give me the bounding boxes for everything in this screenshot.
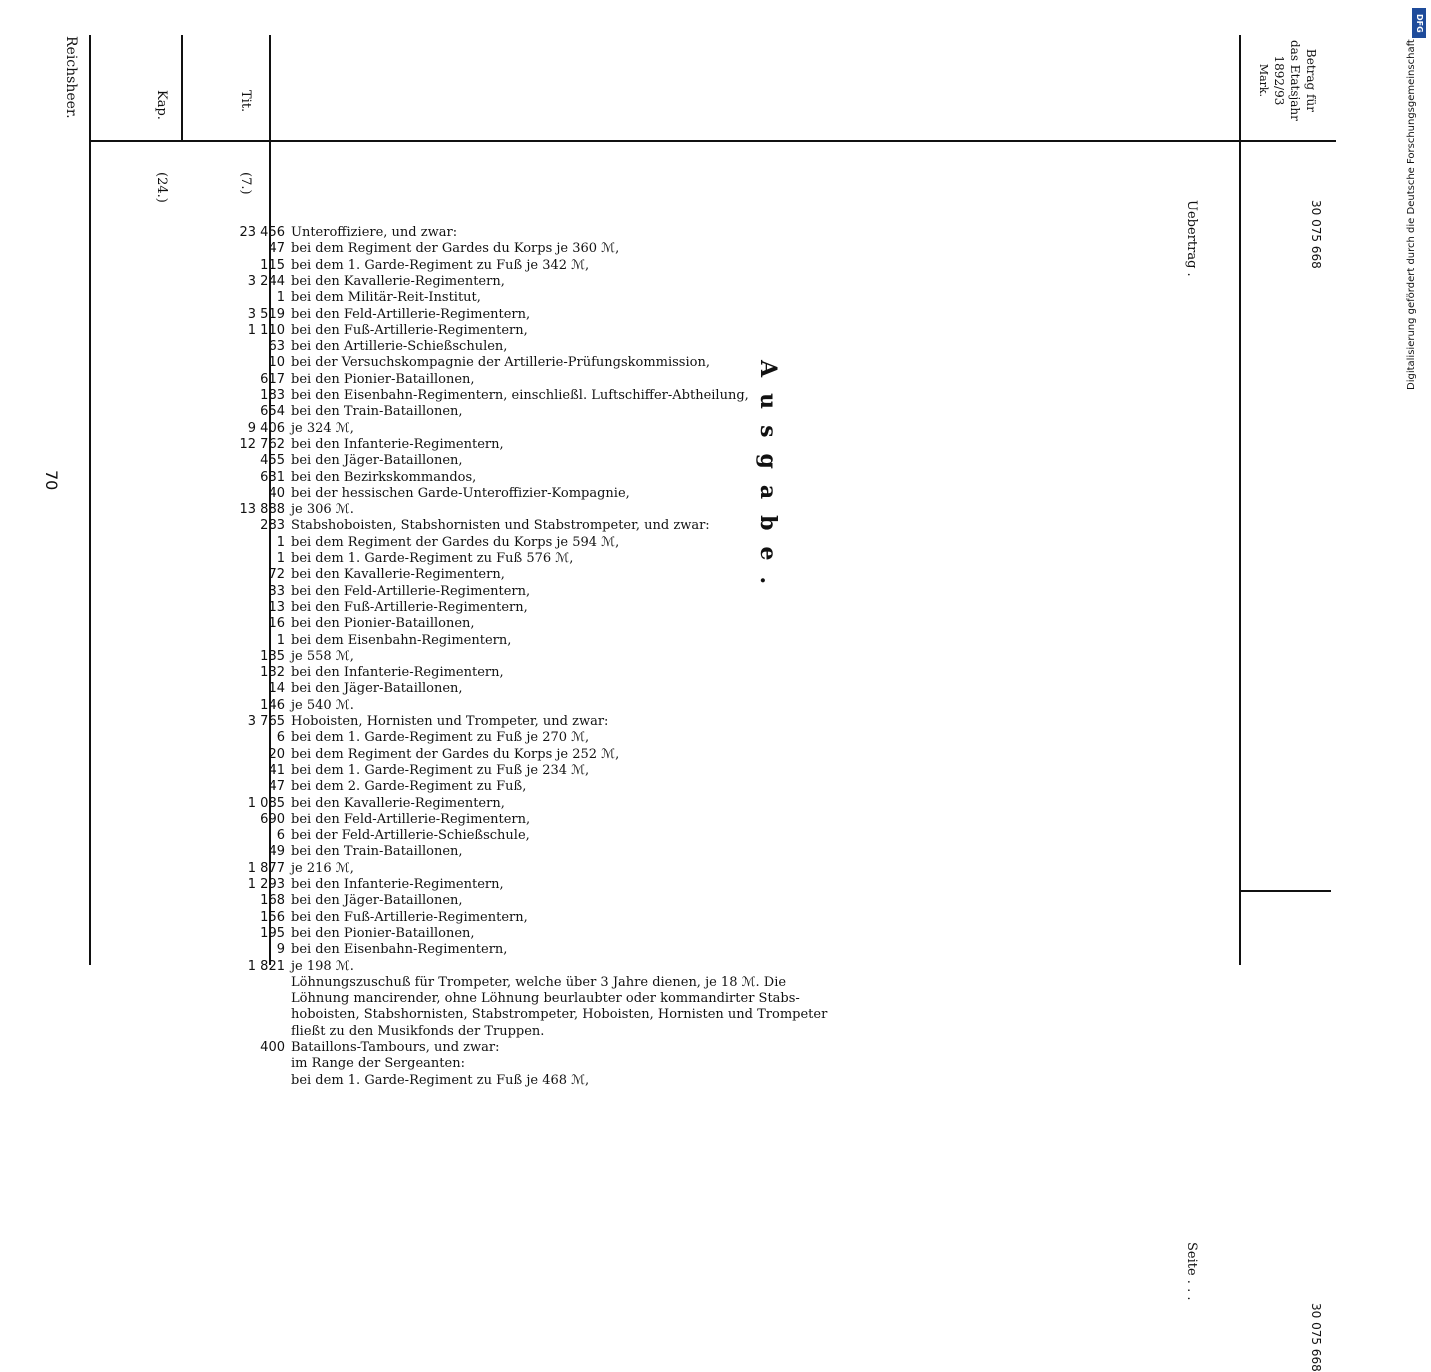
amount-header-line: das Etatsjahr (1288, 40, 1302, 121)
entry-line (233, 470, 476, 485)
entry-line (233, 307, 530, 322)
entry-count: 135 (260, 648, 285, 664)
digitization-note: Digitalisierung gefördert durch die Deutsche Forschungsgemeinschaft (1406, 39, 1417, 390)
entry-line (233, 616, 475, 631)
entry-count: 47 (268, 241, 285, 257)
entry-text: bei den Train-Bataillonen, (291, 404, 463, 420)
entry-count: 1 (276, 290, 285, 306)
entry-line (233, 388, 749, 403)
entry-line (233, 355, 710, 370)
entry-line (233, 861, 354, 876)
entry-text: bei dem Regiment der Gardes du Korps je 252 ℳ, (291, 746, 620, 762)
entry-line (233, 893, 463, 908)
entry-count: 631 (260, 469, 285, 485)
entry-count: 1 877 (247, 860, 285, 876)
entry-count: 168 (260, 893, 285, 909)
entry-count: 13 (268, 599, 285, 615)
entry-text: bei dem 1. Garde-Regiment zu Fuß je 270 ℳ, (291, 730, 590, 746)
entry-count: 1 085 (247, 795, 285, 811)
entry-text: bei den Pionier-Bataillonen, (291, 616, 475, 632)
entry-text: bei den Kavallerie-Regimentern, (291, 567, 505, 583)
entry-line (233, 779, 526, 794)
entry-line (233, 910, 528, 925)
entry-count: 132 (260, 665, 285, 681)
entry-count: 156 (260, 909, 285, 925)
amount-header-line: Betrag für (1304, 48, 1318, 112)
entry-text: bei dem 1. Garde-Regiment zu Fuß je 468 ℳ, (291, 1072, 590, 1088)
entry-line (233, 698, 354, 713)
entry-count: 3 765 (247, 714, 285, 729)
entry-line (233, 1040, 499, 1055)
entry-line (233, 421, 354, 436)
entry-line (233, 323, 528, 338)
page-number: 70 (42, 470, 61, 491)
entry-count: 1 (276, 551, 285, 566)
entry-text: bei den Fuß-Artillerie-Regimentern, (291, 599, 528, 615)
header-top-rule (89, 35, 91, 965)
amount-header-line: Mark. (1257, 63, 1270, 98)
entry-count: 3 244 (247, 273, 285, 289)
entry-line (233, 730, 589, 745)
entry-line (233, 535, 619, 550)
entry-line (233, 959, 354, 974)
dfg-logo: DFG (1412, 8, 1426, 38)
entry-text: bei den Jäger-Bataillonen, (291, 893, 463, 909)
entry-text: bei den Pionier-Bataillonen, (291, 371, 475, 387)
entry-line (233, 584, 530, 599)
entry-line (233, 1007, 827, 1022)
column-header-amount (1255, 40, 1319, 121)
entry-line (233, 942, 507, 957)
page-title: Ausgabe. (755, 360, 781, 601)
entry-count: 1 821 (247, 958, 285, 974)
entry-text: bei den Artillerie-Schießschulen, (291, 339, 508, 355)
sum-rule (1241, 890, 1331, 892)
entry-text: bei den Eisenbahn-Regimentern, einschließl. Luftschiffer-Abtheilung, (291, 388, 749, 403)
entry-text: bei den Feld-Artillerie-Regimentern, (291, 306, 531, 322)
entry-line (233, 372, 475, 387)
entry-text: Unteroffiziere, und zwar: (291, 225, 458, 240)
entry-line (233, 844, 463, 859)
tit-value: (7.) (238, 172, 253, 195)
kap-value: (24.) (154, 172, 169, 203)
entry-count: 20 (268, 746, 285, 762)
entry-count: 283 (260, 518, 285, 534)
entry-text: bei den Infanterie-Regimentern, (291, 877, 504, 892)
entry-text: bei den Pionier-Bataillonen, (291, 925, 475, 941)
entry-line (233, 747, 619, 762)
entry-line (233, 600, 528, 615)
entry-text: Löhnungszuschuß für Trompeter, welche über 3 Jahre dienen, je 18 ℳ. Die (291, 974, 787, 990)
entry-line (233, 502, 354, 517)
entry-line (233, 339, 507, 354)
entry-text: bei dem Eisenbahn-Regimentern, (291, 632, 512, 648)
col-divider-kap (181, 35, 183, 142)
entry-line (233, 714, 608, 729)
entry-text: je 324 ℳ, (291, 420, 354, 436)
entry-text: bei den Feld-Artillerie-Regimentern, (291, 583, 531, 599)
entry-count: 3 519 (247, 306, 285, 322)
entry-text: Stabshoboisten, Stabshornisten und Stabstrompeter, und zwar: (291, 518, 710, 534)
entry-count: 49 (268, 844, 285, 860)
entry-line (233, 991, 800, 1006)
entry-line (233, 567, 505, 582)
entry-text: bei den Feld-Artillerie-Regimentern, (291, 811, 531, 827)
entry-count: 1 110 (247, 322, 285, 338)
entry-text: bei dem 1. Garde-Regiment zu Fuß je 234 ℳ, (291, 762, 590, 778)
entry-count: 14 (268, 681, 285, 697)
entry-text: Löhnung mancirender, ohne Löhnung beurlaubter oder kommandirter Stabs- (291, 991, 800, 1007)
footer-amount: 30 075 668 (1309, 1303, 1323, 1372)
entry-line (233, 681, 463, 696)
entry-line (233, 437, 504, 452)
entry-text: bei den Jäger-Bataillonen, (291, 681, 463, 697)
entry-text: im Range der Sergeanten: (291, 1056, 465, 1072)
entry-text: bei den Infanterie-Regimentern, (291, 436, 504, 452)
entry-count: 654 (260, 404, 285, 420)
col-divider-amount (1239, 35, 1241, 965)
entry-count: 23 456 (239, 225, 285, 240)
entry-text: bei den Kavallerie-Regimentern, (291, 795, 505, 811)
entry-text: bei den Eisenbahn-Regimentern, (291, 942, 508, 958)
entry-text: hoboisten, Stabshornisten, Stabstrompeter, Hoboisten, Hornisten und Trompeter (291, 1007, 828, 1023)
entry-text: je 216 ℳ, (291, 860, 354, 876)
entry-text: bei dem 2. Garde-Regiment zu Fuß, (291, 779, 527, 795)
entry-count: 6 (276, 730, 285, 746)
entry-line (233, 1056, 465, 1071)
entry-count: 72 (268, 567, 285, 583)
entry-text: bei der hessischen Garde-Unteroffizier-Kompagnie, (291, 485, 630, 501)
entry-text: bei der Feld-Artillerie-Schießschule, (291, 828, 530, 844)
entry-line (233, 796, 505, 811)
entry-line (233, 486, 630, 501)
entry-line (233, 1073, 589, 1088)
entry-line (233, 649, 354, 664)
header-bottom-rule (91, 140, 1336, 142)
section-header: Reichsheer. (63, 36, 79, 119)
entry-count: 47 (268, 779, 285, 795)
entry-text: bei dem 1. Garde-Regiment zu Fuß 576 ℳ, (291, 551, 574, 566)
entry-text: Bataillons-Tambours, und zwar: (291, 1040, 500, 1055)
entry-count: 146 (260, 697, 285, 713)
entry-count: 400 (260, 1040, 285, 1055)
entry-count: 6 (276, 828, 285, 844)
entry-text: Hoboisten, Hornisten und Trompeter, und zwar: (291, 714, 609, 729)
entry-text: je 198 ℳ. (291, 958, 354, 974)
entry-count: 33 (268, 583, 285, 599)
entry-text: bei den Infanterie-Regimentern, (291, 665, 504, 681)
entry-text: bei dem Militär-Reit-Institut, (291, 290, 481, 306)
entry-count: 690 (260, 811, 285, 827)
entry-line (233, 551, 573, 566)
entry-text: bei der Versuchskompagnie der Artillerie-Prüfungskommission, (291, 355, 710, 371)
entry-line (233, 812, 530, 827)
entry-text: bei den Train-Bataillonen, (291, 844, 463, 860)
entry-count: 9 (276, 942, 285, 958)
entry-line (233, 926, 475, 941)
entry-count: 41 (268, 762, 285, 778)
entry-count: 455 (260, 453, 285, 469)
entry-count: 13 888 (239, 502, 285, 518)
entry-line (233, 404, 463, 419)
amount-header-line: 1892/93 (1272, 55, 1286, 106)
entry-count: 9 406 (247, 420, 285, 436)
entry-count: 40 (268, 485, 285, 501)
entry-line (233, 274, 505, 289)
entry-line (233, 633, 511, 648)
column-header-kap: Kap. (154, 90, 169, 120)
entry-line (233, 877, 504, 892)
entry-count: 183 (260, 388, 285, 403)
entry-text: bei dem 1. Garde-Regiment zu Fuß je 342 ℳ, (291, 257, 590, 273)
entry-line (233, 225, 457, 240)
entry-text: bei den Kavallerie-Regimentern, (291, 273, 505, 289)
entry-count: 115 (260, 257, 285, 273)
entry-count: 63 (268, 339, 285, 355)
column-header-tit: Tit. (238, 90, 253, 113)
entry-text: bei den Jäger-Bataillonen, (291, 453, 463, 469)
entry-count: 1 (276, 534, 285, 550)
carry-amount: 30 075 668 (1309, 200, 1323, 269)
entry-line (233, 975, 786, 990)
entry-count: 195 (260, 925, 285, 941)
entry-count: 10 (268, 355, 285, 371)
entry-text: je 306 ℳ. (291, 502, 354, 518)
entry-line (233, 1024, 544, 1039)
entry-text: je 540 ℳ. (291, 697, 354, 713)
entry-text: bei dem Regiment der Gardes du Korps je 360 ℳ, (291, 241, 620, 257)
entry-count: 1 293 (247, 877, 285, 892)
footer-label: Seite . . . (1184, 1242, 1199, 1301)
entry-text: bei den Fuß-Artillerie-Regimentern, (291, 909, 528, 925)
entry-count: 12 762 (239, 436, 285, 452)
entry-line (233, 453, 463, 468)
entry-text: je 558 ℳ, (291, 648, 354, 664)
entry-line (233, 828, 530, 843)
entry-text: fließt zu den Musikfonds der Truppen. (291, 1023, 545, 1039)
entry-text: bei den Bezirkskommandos, (291, 469, 477, 485)
carry-label: Uebertrag . (1184, 200, 1199, 277)
entry-text: bei dem Regiment der Gardes du Korps je 594 ℳ, (291, 534, 620, 550)
entry-text: bei den Fuß-Artillerie-Regimentern, (291, 322, 528, 338)
entry-line (233, 290, 481, 305)
entry-line (233, 665, 504, 680)
entry-line (233, 258, 589, 273)
entry-line (233, 241, 619, 256)
entry-line (233, 763, 589, 778)
entry-count: 16 (268, 616, 285, 632)
entry-count: 1 (276, 632, 285, 648)
entry-line (233, 518, 710, 533)
entry-count: 617 (260, 371, 285, 387)
